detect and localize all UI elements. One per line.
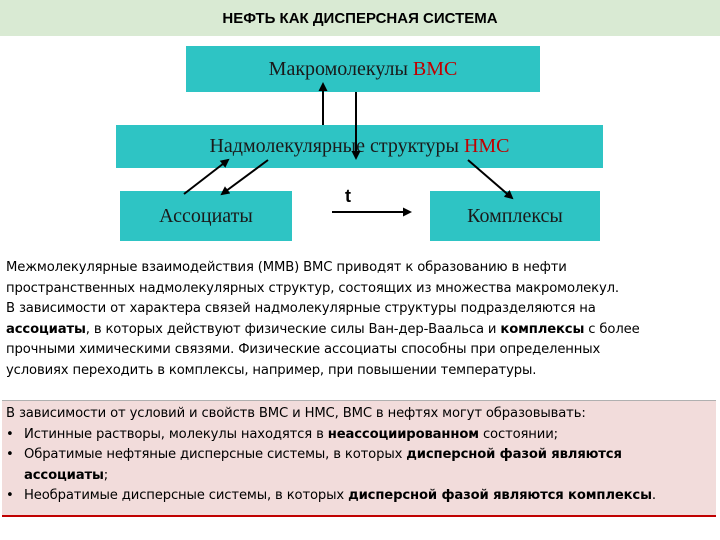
bullet-icon: • bbox=[6, 447, 14, 462]
complexes-box bbox=[430, 191, 600, 241]
paragraph-text: с более bbox=[584, 321, 640, 337]
paragraph-line bbox=[6, 320, 712, 341]
paragraph-line: условиях переходить в комплексы, например, при повышении температуры. bbox=[6, 362, 537, 378]
supramolecular-label: Надмолекулярные структуры bbox=[209, 135, 459, 157]
bullet-icon: • bbox=[6, 488, 14, 503]
temperature-label: t bbox=[345, 186, 351, 206]
title-bar bbox=[0, 0, 720, 36]
list-item-text: Необратимые дисперсные системы, в которых bbox=[24, 488, 349, 503]
info-intro: В зависимости от условий и свойств ВМС и НМС, ВМС в нефтях могут образовывать: bbox=[6, 406, 586, 421]
list-item-text: Истинные растворы, молекулы находятся в bbox=[24, 426, 328, 442]
associates-term: ассоциаты bbox=[6, 321, 86, 337]
macromolecules-box bbox=[186, 46, 540, 92]
list-item-text: Обратимые нефтяные дисперсные системы, в которых bbox=[24, 447, 407, 462]
list-item-text: ; bbox=[103, 467, 109, 483]
list-item-bold: дисперсной фазой являются bbox=[406, 447, 622, 462]
list-item-text: состоянии; bbox=[478, 426, 558, 442]
associates-label: Ассоциаты bbox=[159, 204, 253, 227]
hms-abbrev: ВМС bbox=[412, 57, 458, 80]
description-paragraph bbox=[6, 258, 712, 381]
paragraph-line: Межмолекулярные взаимодействия (ММВ) ВМС приводят к образованию в нефти bbox=[6, 260, 567, 275]
paragraph-text: , в которых действуют физические силы Ван-дер-Ваальса и bbox=[85, 321, 501, 337]
list-item-continuation bbox=[6, 466, 714, 487]
list-item bbox=[6, 425, 714, 446]
associates-box bbox=[120, 191, 292, 241]
complexes-label: Комплексы bbox=[467, 204, 563, 227]
page-title: НЕФТЬ КАК ДИСПЕРСНАЯ СИСТЕМА bbox=[222, 9, 498, 27]
bullet-icon: • bbox=[6, 426, 14, 442]
list-item bbox=[6, 445, 714, 466]
paragraph-line: пространственных надмолекулярных структур, состоящих из множества макромолекул. bbox=[6, 280, 619, 296]
supramolecular-box bbox=[116, 125, 603, 168]
list-item-text: . bbox=[651, 488, 656, 503]
macromolecules-label: Макромолекулы bbox=[268, 57, 408, 80]
list-item bbox=[6, 486, 714, 507]
paragraph-line: В зависимости от характера связей надмолекулярные структуры подразделяются на bbox=[6, 301, 596, 316]
complexes-term: комплексы bbox=[500, 321, 585, 337]
list-item-bold: неассоциированном bbox=[327, 426, 479, 442]
list-item-bold: дисперсной фазой являются комплексы bbox=[348, 488, 652, 503]
paragraph-line: прочными химическими связями. Физические ассоциаты способны при определенных bbox=[6, 342, 601, 357]
nms-abbrev: НМС bbox=[463, 135, 510, 157]
list-item-bold: ассоциаты bbox=[24, 467, 104, 483]
info-box-text bbox=[6, 404, 714, 507]
